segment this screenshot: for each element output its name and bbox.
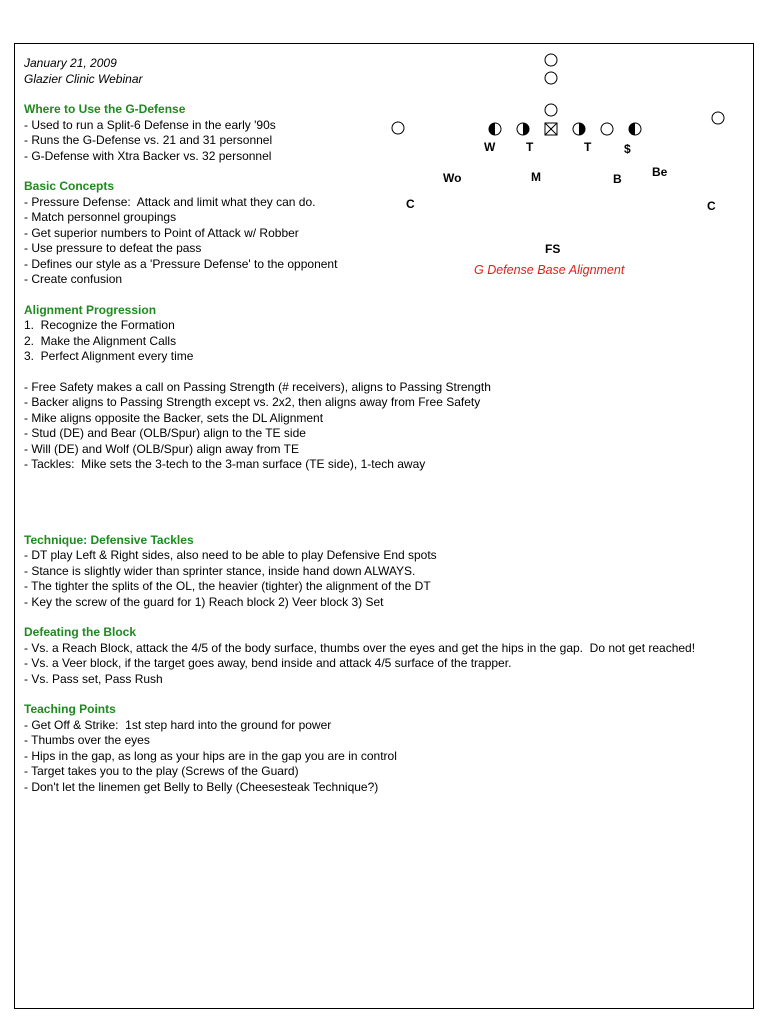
list-item: - Free Safety makes a call on Passing Strength (# receivers), aligns to Passing Strength bbox=[24, 379, 491, 394]
list-item: - Use pressure to defeat the pass bbox=[24, 241, 202, 255]
list-item: - Get superior numbers to Point of Attack w/ Robber bbox=[24, 225, 299, 240]
list-item: - The tighter the splits of the OL, the heavier (tighter) the alignment of the DT bbox=[24, 579, 431, 593]
offense-back-circle bbox=[545, 72, 557, 84]
list-item: 3. Perfect Alignment every time bbox=[24, 349, 194, 363]
label-B: B bbox=[613, 172, 622, 186]
label-T-right: T bbox=[584, 140, 592, 154]
section-heading-defeating-the-block: Defeating the Block bbox=[24, 625, 137, 639]
list-item: - Vs. a Reach Block, attack the 4/5 of the body surface, thumbs over the eyes and get the hips in the gap. Do not get reached! bbox=[24, 640, 696, 655]
list-item: - Runs the G-Defense vs. 21 and 31 personnel bbox=[24, 133, 273, 147]
list-item: - Target takes you to the play (Screws of the Guard) bbox=[24, 764, 299, 778]
list-item: - Stud (DE) and Bear (OLB/Spur) align to the TE side bbox=[24, 426, 306, 440]
label-dollar: $ bbox=[624, 142, 631, 156]
label-W: W bbox=[484, 140, 496, 154]
list-item: - Don't let the linemen get Belly to Belly (Cheesesteak Technique?) bbox=[24, 779, 379, 794]
offense-back-circle bbox=[545, 54, 557, 66]
list-item: - Tackles: Mike sets the 3-tech to the 3-man surface (TE side), 1-tech away bbox=[24, 457, 426, 471]
list-item: 1. Recognize the Formation bbox=[24, 318, 175, 332]
label-Be: Be bbox=[652, 165, 668, 179]
list-item: - G-Defense with Xtra Backer vs. 32 personnel bbox=[24, 148, 272, 163]
header-date: January 21, 2009 bbox=[24, 56, 117, 70]
list-item: - Vs. a Veer block, if the target goes away, bend inside and attack 4/5 surface of the trapper. bbox=[24, 656, 512, 670]
offense-wr-left-circle bbox=[392, 122, 404, 134]
list-item: - Stance is slightly wider than sprinter stance, inside hand down ALWAYS. bbox=[24, 563, 416, 578]
list-item: - DT play Left & Right sides, also need to be able to play Defensive End spots bbox=[24, 548, 437, 562]
list-item: - Used to run a Split-6 Defense in the early '90s bbox=[24, 117, 276, 132]
label-FS: FS bbox=[545, 242, 561, 256]
label-C-right: C bbox=[707, 199, 716, 213]
center-boxed-x bbox=[545, 123, 557, 135]
list-item: - Will (DE) and Wolf (OLB/Spur) align away from TE bbox=[24, 441, 299, 456]
list-item: - Defines our style as a 'Pressure Defense' to the opponent bbox=[24, 256, 338, 271]
section-heading-basic-concepts: Basic Concepts bbox=[24, 179, 115, 193]
label-C-left: C bbox=[406, 197, 415, 211]
offense-back-circle bbox=[545, 104, 557, 116]
list-item: - Match personnel groupings bbox=[24, 210, 177, 224]
section-heading-teaching-points: Teaching Points bbox=[24, 702, 116, 716]
header-event: Glazier Clinic Webinar bbox=[24, 71, 143, 86]
diagram-caption: G Defense Base Alignment bbox=[474, 263, 625, 277]
section-heading-technique-tackles: Technique: Defensive Tackles bbox=[24, 532, 194, 547]
list-item: - Thumbs over the eyes bbox=[24, 733, 150, 747]
list-item: - Vs. Pass set, Pass Rush bbox=[24, 671, 163, 686]
list-item: - Pressure Defense: Attack and limit what they can do. bbox=[24, 194, 316, 209]
formation-diagram bbox=[380, 48, 740, 288]
list-item: - Mike aligns opposite the Backer, sets the DL Alignment bbox=[24, 410, 324, 425]
list-item: - Key the screw of the guard for 1) Reach block 2) Veer block 3) Set bbox=[24, 594, 384, 609]
list-item: - Get Off & Strike: 1st step hard into the ground for power bbox=[24, 717, 332, 732]
label-M: M bbox=[531, 170, 541, 184]
offensive-lineman-half-filled bbox=[517, 123, 529, 135]
section-heading-where-to-use: Where to Use the G-Defense bbox=[24, 102, 186, 116]
offense-wr-right-circle bbox=[712, 112, 724, 124]
label-T-left: T bbox=[526, 140, 534, 154]
label-Wo: Wo bbox=[443, 171, 462, 185]
tight-end-half-filled bbox=[629, 123, 641, 135]
list-item: - Backer aligns to Passing Strength except vs. 2x2, then aligns away from Free Safety bbox=[24, 395, 481, 409]
list-item: - Create confusion bbox=[24, 272, 123, 286]
list-item: - Hips in the gap, as long as your hips are in the gap you are in control bbox=[24, 748, 397, 763]
list-item: 2. Make the Alignment Calls bbox=[24, 333, 177, 348]
offensive-lineman-half-filled bbox=[573, 123, 585, 135]
offensive-lineman-circle bbox=[601, 123, 613, 135]
section-heading-alignment-progression: Alignment Progression bbox=[24, 302, 157, 317]
offensive-lineman-half-filled bbox=[489, 123, 501, 135]
